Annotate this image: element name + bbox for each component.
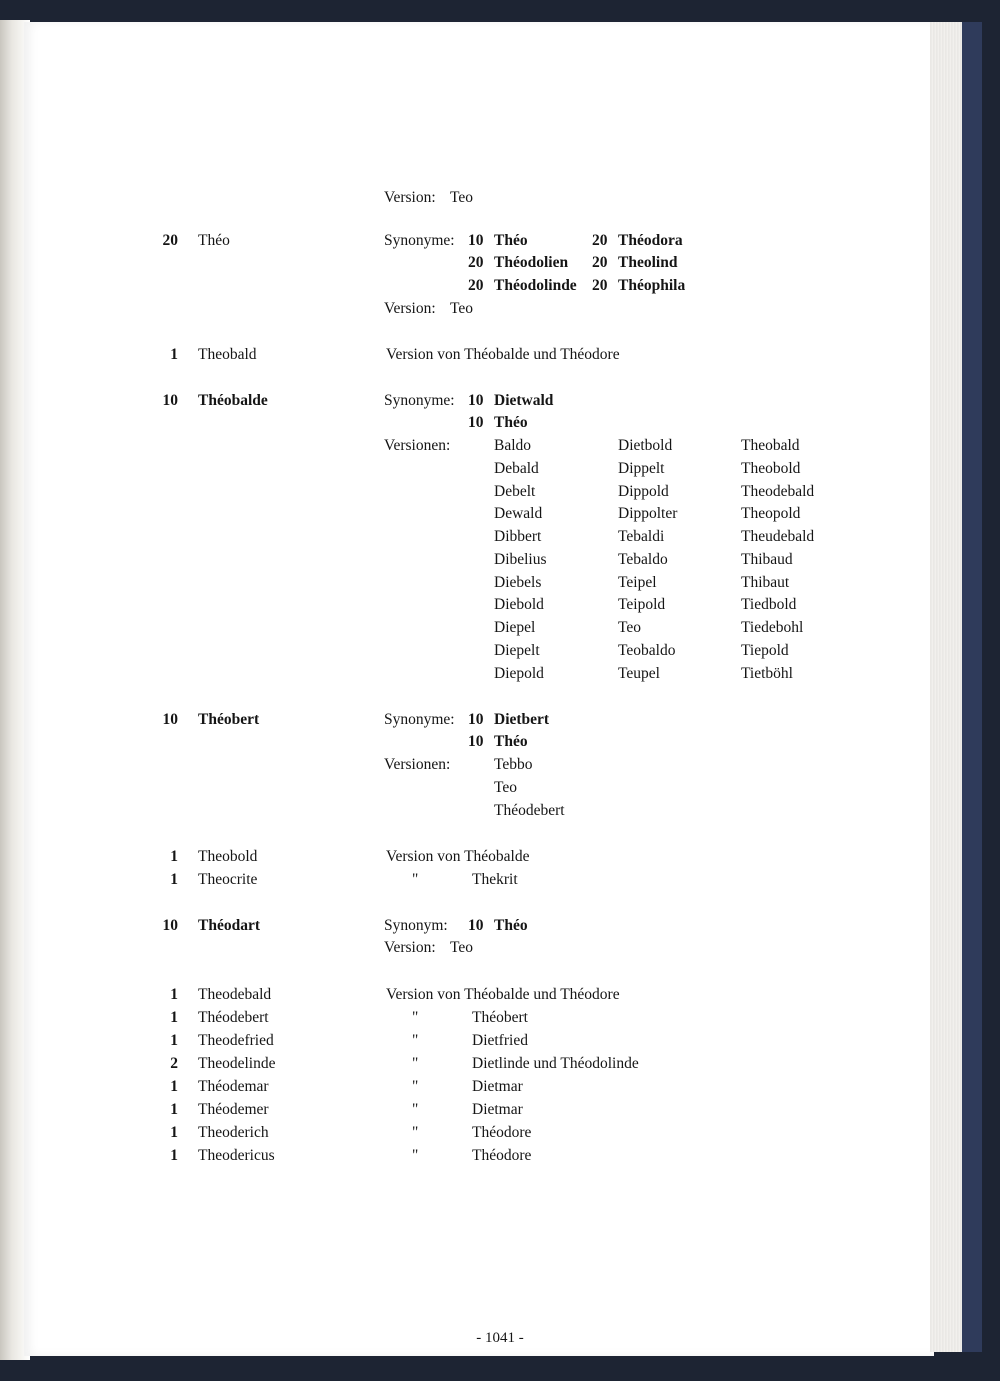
entry-frequency: 1 <box>170 847 178 865</box>
entry-headword: Theodefried <box>198 1031 274 1049</box>
version-name: Tiedbold <box>741 596 797 614</box>
cross-reference: Thekrit <box>472 870 518 888</box>
entry-headword: Theocrite <box>198 870 258 888</box>
version-name: Diebold <box>494 596 544 614</box>
cross-reference: Version von Théobalde <box>386 847 530 865</box>
synonym-name: Théophila <box>618 277 686 294</box>
version-name: Diepel <box>494 619 536 636</box>
ditto-mark: " <box>412 870 419 888</box>
synonym-frequency: 20 <box>592 277 608 294</box>
synonym-frequency: 10 <box>468 391 484 409</box>
version-name: Teo <box>450 939 474 957</box>
version-name: Diepold <box>494 664 544 682</box>
entry-headword: Theodebald <box>198 985 272 1003</box>
ditto-mark: " <box>412 1054 419 1072</box>
entry-frequency: 1 <box>170 1077 178 1095</box>
entry-headword: Théobert <box>198 710 260 728</box>
version-name: Teobaldo <box>618 641 676 659</box>
entry-field-label: Versionen: <box>384 437 451 454</box>
synonym-name: Théo <box>494 231 528 249</box>
entry-frequency: 20 <box>162 231 178 249</box>
version-name: Teipold <box>618 596 666 614</box>
version-name: Theobald <box>741 437 800 454</box>
cross-reference: Version von Théobalde und Théodore <box>386 345 620 363</box>
version-name: Tebbo <box>494 756 533 773</box>
version-name: Debald <box>494 459 539 477</box>
synonym-name: Théo <box>494 733 528 751</box>
entry-frequency: 1 <box>170 1146 178 1164</box>
entry-field-label: Version: <box>384 939 436 957</box>
version-name: Tiepold <box>741 641 789 659</box>
ditto-mark: " <box>412 1008 419 1026</box>
entry-field-label: Synonyme: <box>384 710 455 728</box>
ditto-mark: " <box>412 1123 419 1141</box>
synonym-name: Dietbert <box>494 710 550 728</box>
entry-headword: Théo <box>198 231 230 249</box>
entry-frequency: 1 <box>170 1008 178 1026</box>
version-name: Theodebald <box>741 482 815 500</box>
version-name: Teo <box>494 778 518 796</box>
synonym-name: Theolind <box>618 254 678 272</box>
ditto-mark: " <box>412 1077 419 1095</box>
page-edges <box>930 22 962 1352</box>
version-name: Diebels <box>494 573 542 591</box>
cross-reference: Théodore <box>472 1146 532 1164</box>
version-name: Thibaud <box>741 550 793 568</box>
entry-headword: Theoderich <box>198 1123 269 1141</box>
synonym-frequency: 10 <box>468 231 484 249</box>
version-name: Teupel <box>618 664 660 682</box>
entry-frequency: 1 <box>170 1100 178 1118</box>
entry-frequency: 1 <box>170 985 178 1003</box>
ditto-mark: " <box>412 1031 419 1049</box>
version-name: Theudebald <box>741 528 815 545</box>
version-name: Diepelt <box>494 641 540 659</box>
synonym-name: Théo <box>494 916 528 934</box>
entry-headword: Théodebert <box>198 1008 269 1026</box>
synonym-frequency: 10 <box>468 414 484 432</box>
synonym-frequency: 10 <box>468 916 484 934</box>
entry-field-label: Versionen: <box>384 756 451 773</box>
entry-field-label: Version: <box>384 188 436 206</box>
entry-frequency: 2 <box>170 1054 178 1072</box>
synonym-frequency: 10 <box>468 733 484 751</box>
version-name: Tietböhl <box>741 664 793 682</box>
version-name: Dippold <box>618 482 669 500</box>
synonym-frequency: 20 <box>592 231 608 249</box>
entry-headword: Théodemar <box>198 1077 269 1095</box>
entry-field-label: Version: <box>384 299 436 317</box>
version-name: Dietbold <box>618 437 673 454</box>
cross-reference: Dietlinde und Théodolinde <box>472 1054 639 1072</box>
ditto-mark: " <box>412 1146 419 1164</box>
version-name: Teo <box>618 619 642 636</box>
entry-frequency: 10 <box>162 710 178 728</box>
entry-frequency: 1 <box>170 870 178 888</box>
version-name: Dewald <box>494 505 543 523</box>
cross-reference: Théobert <box>472 1008 528 1026</box>
entry-headword: Théodart <box>198 916 260 934</box>
entry-headword: Theobald <box>198 345 257 363</box>
version-name: Thibaut <box>741 573 790 591</box>
page-number: - 1041 - <box>476 1330 524 1346</box>
version-name: Teo <box>450 299 474 317</box>
entry-field-label: Synonyme: <box>384 231 455 249</box>
synonym-name: Théodolien <box>494 254 569 272</box>
version-name: Teipel <box>618 573 657 591</box>
version-name: Dibelius <box>494 550 547 568</box>
version-name: Teo <box>450 188 474 206</box>
entry-headword: Theodelinde <box>198 1054 276 1072</box>
entry-frequency: 10 <box>162 916 178 934</box>
entry-frequency: 10 <box>162 391 178 409</box>
entry-headword: Theobold <box>198 847 258 865</box>
synonym-name: Théodora <box>618 231 683 249</box>
synonym-frequency: 20 <box>468 277 484 294</box>
synonym-name: Théo <box>494 414 528 432</box>
entry-headword: Théobalde <box>198 391 268 409</box>
entry-frequency: 1 <box>170 345 178 363</box>
entry-frequency: 1 <box>170 1031 178 1049</box>
version-name: Theopold <box>741 505 801 523</box>
version-name: Debelt <box>494 482 536 500</box>
cross-reference: Version von Théobalde und Théodore <box>386 985 620 1003</box>
version-name: Tebaldi <box>618 528 665 545</box>
cross-reference: Théodore <box>472 1123 532 1141</box>
entry-frequency: 1 <box>170 1123 178 1141</box>
synonym-name: Théodolinde <box>494 277 577 294</box>
entry-headword: Theodericus <box>198 1146 275 1164</box>
synonym-name: Dietwald <box>494 391 554 409</box>
version-name: Dippelt <box>618 459 665 477</box>
book-cover-edge <box>962 22 982 1352</box>
synonym-frequency: 10 <box>468 710 484 728</box>
synonym-frequency: 20 <box>592 254 608 272</box>
synonym-frequency: 20 <box>468 254 484 272</box>
ditto-mark: " <box>412 1100 419 1118</box>
version-name: Tiedebohl <box>741 619 804 636</box>
cross-reference: Dietfried <box>472 1031 528 1049</box>
version-name: Theobold <box>741 459 801 477</box>
entry-field-label: Synonym: <box>384 916 448 934</box>
version-name: Baldo <box>494 437 532 454</box>
cross-reference: Dietmar <box>472 1100 523 1118</box>
entry-field-label: Synonyme: <box>384 391 455 409</box>
entry-headword: Théodemer <box>198 1100 269 1118</box>
version-name: Dippolter <box>618 505 678 523</box>
cross-reference: Dietmar <box>472 1077 523 1095</box>
version-name: Théodebert <box>494 801 565 819</box>
version-name: Tebaldo <box>618 550 668 568</box>
version-name: Dibbert <box>494 528 542 545</box>
